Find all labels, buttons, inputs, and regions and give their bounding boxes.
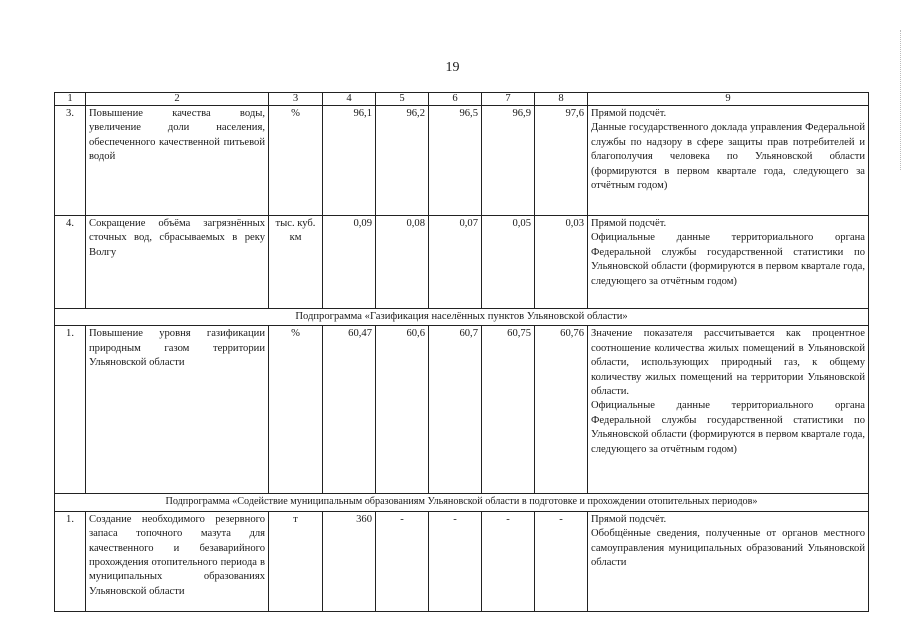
- scan-edge-marks: [897, 30, 901, 170]
- unit-cell: т: [269, 511, 323, 611]
- value-cell: 60,6: [376, 326, 429, 494]
- value-cell: 0,09: [323, 216, 376, 309]
- subprogram-row: [55, 494, 869, 511]
- indicators-table: [54, 92, 869, 612]
- indicator-name: Повышение уровня газификации природным газом территории Ульяновской области: [86, 326, 269, 494]
- indicator-name: Создание необходимого резервного запаса топочного мазута для качественного и безаварийного прохождения отопительного периода в муниципальных образованиях Ульяновской области: [86, 511, 269, 611]
- value-cell: 60,7: [429, 326, 482, 494]
- value-cell: 96,5: [429, 106, 482, 216]
- value-cell: 0,08: [376, 216, 429, 309]
- value-cell: 0,05: [482, 216, 535, 309]
- subprogram-title: Подпрограмма «Содействие муниципальным образованиям Ульяновской области в подготовке и прохождении отопительных периодов»: [55, 494, 869, 511]
- unit-cell: %: [269, 326, 323, 494]
- value-cell: 60,47: [323, 326, 376, 494]
- table-row: [55, 326, 869, 494]
- header-cell: 4: [323, 93, 376, 106]
- header-cell: 7: [482, 93, 535, 106]
- indicator-name: Сокращение объёма загрязнённых сточных вод, сбрасываемых в реку Волгу: [86, 216, 269, 309]
- header-cell: 1: [55, 93, 86, 106]
- method-note: Прямой подсчёт. Данные государственного доклада управления Федеральной службы по надзору в сфере защиты прав потребителей и благополучия человека по Ульяновской области (формируются в первом квартале года, следующего за отчётным годом): [588, 106, 869, 216]
- value-cell: 0,03: [535, 216, 588, 309]
- page-number: 19: [445, 60, 460, 75]
- header-cell: 2: [86, 93, 269, 106]
- header-cell: 6: [429, 93, 482, 106]
- subprogram-title: Подпрограмма «Газификация населённых пунктов Ульяновской области»: [55, 309, 869, 326]
- row-number: 1.: [55, 326, 86, 494]
- table-header-row: [55, 93, 869, 106]
- value-cell: -: [376, 511, 429, 611]
- value-cell: -: [429, 511, 482, 611]
- value-cell: -: [482, 511, 535, 611]
- value-cell: 60,75: [482, 326, 535, 494]
- value-cell: 0,07: [429, 216, 482, 309]
- method-note: Значение показателя рассчитывается как процентное соотношение количества жилых помещений в Ульяновской области, использующих природный газ, к общему количеству жилых помещений на территории Ульяновской области. Официальные данные территориального органа Федеральной службы государственной статистики по Ульяновской области (формируются в первом квартале года, следующего за отчётным годом): [588, 326, 869, 494]
- header-cell: 9: [588, 93, 869, 106]
- unit-cell: %: [269, 106, 323, 216]
- subprogram-row: [55, 309, 869, 326]
- value-cell: 96,2: [376, 106, 429, 216]
- table-row: [55, 106, 869, 216]
- row-number: 3.: [55, 106, 86, 216]
- unit-cell: тыс. куб. км: [269, 216, 323, 309]
- row-number: 1.: [55, 511, 86, 611]
- table-row: [55, 511, 869, 611]
- method-note: Прямой подсчёт. Обобщённые сведения, полученные от органов местного самоуправления муниципальных образований Ульяновской области: [588, 511, 869, 611]
- value-cell: 96,1: [323, 106, 376, 216]
- value-cell: 360: [323, 511, 376, 611]
- row-number: 4.: [55, 216, 86, 309]
- value-cell: 97,6: [535, 106, 588, 216]
- table-row: [55, 216, 869, 309]
- value-cell: -: [535, 511, 588, 611]
- indicator-name: Повышение качества воды, увеличение доли населения, обеспеченного качественной питьевой водой: [86, 106, 269, 216]
- header-cell: 5: [376, 93, 429, 106]
- header-cell: 8: [535, 93, 588, 106]
- value-cell: 60,76: [535, 326, 588, 494]
- method-note: Прямой подсчёт. Официальные данные территориального органа Федеральной службы государственной статистики по Ульяновской области (формируются в первом квартале года, следующего за отчётным годом): [588, 216, 869, 309]
- header-cell: 3: [269, 93, 323, 106]
- value-cell: 96,9: [482, 106, 535, 216]
